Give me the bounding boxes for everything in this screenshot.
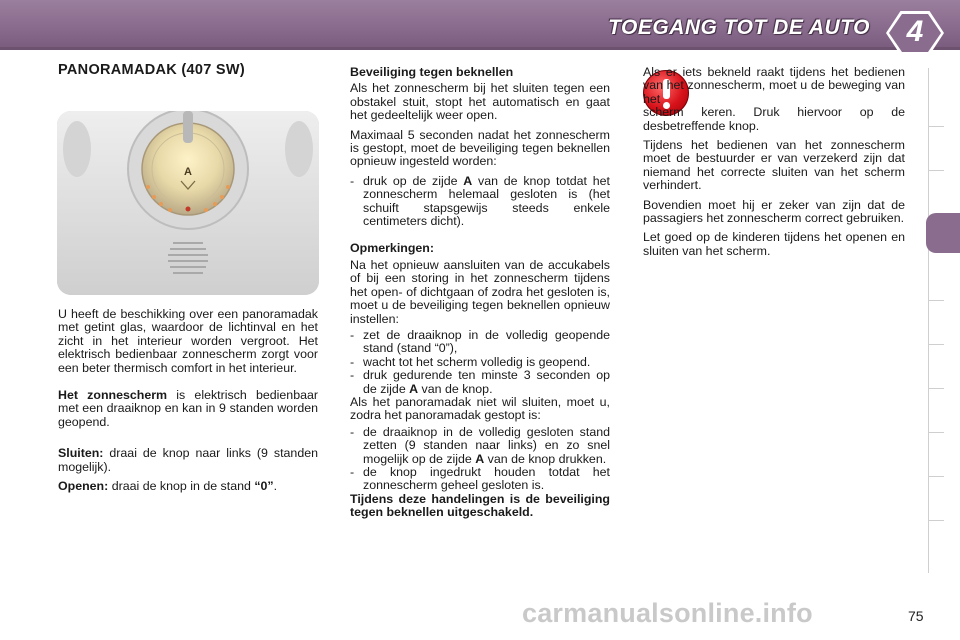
control-label-a: A <box>184 166 192 178</box>
column-1-body <box>58 308 318 499</box>
warning-p4: Let goed op de kinderen tijdens het openen en sluiten van het scherm. <box>643 230 905 258</box>
electric-bold: Het zonnescherm <box>58 388 168 403</box>
list-item: - zet de draaiknop in de volledig geopende stand (stand “0”), <box>350 329 610 356</box>
list-item: - de draaiknop in de volledig gesloten stand zetten (9 standen naar links) en zo snel mogelijk op de zijde A van de knop drukken. <box>350 426 610 466</box>
chapter-rail <box>928 68 943 573</box>
sunroof-control-photo <box>57 111 319 295</box>
chapter-badge <box>886 11 944 55</box>
warning-bold-text: Tijdens deze handelingen is de beveiliging tegen beknellen uitgeschakeld. <box>350 491 610 520</box>
open-bold: Openen: <box>58 479 109 494</box>
anti-pinch-p2: Maximaal 5 seconden nadat het zonnescherm is gestopt, moet de beveiliging tegen beknellen opnieuw ingesteld worden: <box>350 127 610 169</box>
rail-tick <box>928 432 944 433</box>
warning-p3: Bovendien moet hij er zeker van zijn dat de passagiers het zonnescherm correct gebruiken. <box>643 197 905 226</box>
header-divider <box>0 47 960 50</box>
rail-tick <box>928 170 944 171</box>
rail-tick <box>928 344 944 345</box>
open-paragraph <box>58 480 318 493</box>
chapter-number: 4 <box>906 15 924 48</box>
rail-tick <box>928 126 944 127</box>
electric-text: is elektrisch bedienbaar met een draaiknop en kan in 9 standen worden geopend. <box>58 388 318 429</box>
list-item: - de knop ingedrukt houden totdat het zonnescherm geheel gesloten is. <box>350 466 610 493</box>
warning-lead: Als er iets bekneld raakt tijdens het bedienen van het zonnescherm, moet u de beweging van het <box>643 65 905 106</box>
sunroof-control-illustration <box>57 111 319 295</box>
list-item: - druk gedurende ten minste 3 seconden op de zijde A van de knop. <box>350 369 610 396</box>
list-item: - wacht tot het scherm volledig is geopend. <box>350 356 610 369</box>
warning-p1-rest: scherm keren. Druk hiervoor op de desbetreffende knop. <box>643 105 905 133</box>
electric-paragraph <box>58 389 318 429</box>
close-text: draai de knop naar links (9 standen mogelijk). <box>58 446 318 474</box>
rail-tick <box>928 388 944 389</box>
remarks-p4: Als het panoramadak niet wil sluiten, moet u, zodra het panoramadak gestopt is: <box>350 394 610 423</box>
open-text: draai de knop in de stand <box>108 479 255 494</box>
column-3 <box>643 66 905 264</box>
close-bold: Sluiten: <box>58 446 104 461</box>
section-title: PANORAMADAK (407 SW) <box>58 62 245 78</box>
warning-p2: Tijdens het bedienen van het zonnescherm moet de bestuurder er van verzekerd zijn dat niemand het correcte sluiten van het scherm verhindert. <box>643 138 905 193</box>
anti-pinch-title: Beveiliging tegen beknellen <box>350 65 514 79</box>
intro-paragraph: U heeft de beschikking over een panoramadak met getint glas, waardoor de lichtinval en het zicht in het interieur worden vergroot. Het elektrisch bedienbaar zonnescherm zorgt voor een beter thermisch comfort in het interieur. <box>58 307 318 375</box>
column-2 <box>350 66 610 526</box>
column-1 <box>58 64 318 83</box>
rail-tick <box>928 520 944 521</box>
remarks-title: Opmerkingen: <box>350 241 434 256</box>
close-paragraph <box>58 447 318 474</box>
list-item: - druk op de zijde A van de knop totdat het zonnescherm helemaal gesloten is (het schuift stapsgewijs steeds enkele centimeters dicht). <box>350 175 610 229</box>
rail-tick <box>928 476 944 477</box>
page-number: 75 <box>908 608 924 624</box>
rail-tick <box>928 300 944 301</box>
open-value: “0” <box>254 479 274 494</box>
open-end: . <box>273 479 278 494</box>
chapter-title: TOEGANG TOT DE AUTO <box>608 16 870 39</box>
remarks-p3: Na het opnieuw aansluiten van de accukabels of bij een storing in het zonnescherm tijdens het open- of dichtgaan of zodra het gesloten is, moet u de beveiliging tegen beknellen opnieuw instellen: <box>350 257 610 326</box>
chapter-tab-active <box>926 213 960 253</box>
anti-pinch-p1: Als het zonnescherm bij het sluiten tegen een obstakel stuit, stopt het automatisch en gaat het gedeeltelijk weer open. <box>350 81 610 123</box>
watermark: carmanualsonline.info <box>522 598 813 628</box>
